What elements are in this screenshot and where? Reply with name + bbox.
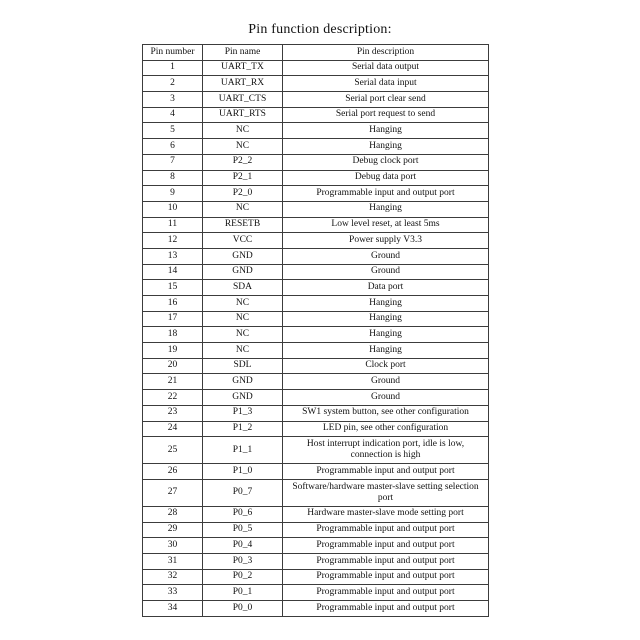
pin-name-cell: UART_CTS [203, 92, 283, 108]
pin-number-cell: 12 [143, 233, 203, 249]
pin-name-cell: VCC [203, 233, 283, 249]
pin-name-cell: P1_2 [203, 421, 283, 437]
pin-description-cell: Hanging [283, 343, 489, 359]
pin-number-cell: 19 [143, 343, 203, 359]
table-row [143, 311, 489, 327]
pin-name-cell: P0_7 [203, 479, 283, 506]
pin-number-cell: 14 [143, 264, 203, 280]
table-row [143, 538, 489, 554]
pin-number-cell: 8 [143, 170, 203, 186]
table-header-row [143, 45, 489, 61]
table-row [143, 280, 489, 296]
pin-number-cell: 2 [143, 76, 203, 92]
table-row [143, 464, 489, 480]
pin-name-cell: GND [203, 390, 283, 406]
table-row [143, 405, 489, 421]
table-row [143, 139, 489, 155]
table-row [143, 170, 489, 186]
pin-number-cell: 20 [143, 358, 203, 374]
pin-description-cell: Programmable input and output port [283, 186, 489, 202]
header-pin-description: Pin description [283, 45, 489, 61]
pin-description-cell: Programmable input and output port [283, 538, 489, 554]
pin-description-cell: Serial data input [283, 76, 489, 92]
pin-description-cell: SW1 system button, see other configuration [283, 405, 489, 421]
pin-name-cell: NC [203, 123, 283, 139]
header-pin-name: Pin name [203, 45, 283, 61]
pin-number-cell: 29 [143, 522, 203, 538]
pin-description-cell: LED pin, see other configuration [283, 421, 489, 437]
pin-number-cell: 23 [143, 405, 203, 421]
pin-name-cell: P0_2 [203, 569, 283, 585]
pin-name-cell: GND [203, 248, 283, 264]
pin-number-cell: 34 [143, 601, 203, 617]
pin-description-cell: Debug data port [283, 170, 489, 186]
pin-name-cell: P1_1 [203, 437, 283, 464]
table-row [143, 522, 489, 538]
table-row [143, 390, 489, 406]
pin-name-cell: NC [203, 201, 283, 217]
pin-description-cell: Debug clock port [283, 154, 489, 170]
pin-number-cell: 22 [143, 390, 203, 406]
table-row [143, 327, 489, 343]
table-row [143, 506, 489, 522]
pin-number-cell: 7 [143, 154, 203, 170]
pin-number-cell: 3 [143, 92, 203, 108]
table-row [143, 154, 489, 170]
pin-number-cell: 24 [143, 421, 203, 437]
pin-number-cell: 16 [143, 296, 203, 312]
pin-name-cell: NC [203, 343, 283, 359]
pin-description-cell: Programmable input and output port [283, 569, 489, 585]
pin-name-cell: P1_0 [203, 464, 283, 480]
pin-description-cell: Low level reset, at least 5ms [283, 217, 489, 233]
pin-number-cell: 18 [143, 327, 203, 343]
pin-name-cell: NC [203, 296, 283, 312]
table-row [143, 421, 489, 437]
pin-name-cell: GND [203, 374, 283, 390]
table-row [143, 123, 489, 139]
pin-name-cell: NC [203, 311, 283, 327]
pin-description-cell: Hanging [283, 311, 489, 327]
pin-number-cell: 25 [143, 437, 203, 464]
pin-number-cell: 10 [143, 201, 203, 217]
pin-number-cell: 15 [143, 280, 203, 296]
table-row [143, 217, 489, 233]
pin-description-cell: Programmable input and output port [283, 585, 489, 601]
pin-description-cell: Programmable input and output port [283, 464, 489, 480]
pin-name-cell: P1_3 [203, 405, 283, 421]
pin-description-cell: Software/hardware master-slave setting selection port [283, 479, 489, 506]
pin-description-cell: Ground [283, 390, 489, 406]
pin-description-cell: Ground [283, 264, 489, 280]
pin-name-cell: P0_6 [203, 506, 283, 522]
document-title: Pin function description: [248, 22, 392, 37]
pin-description-cell: Ground [283, 248, 489, 264]
table-row [143, 186, 489, 202]
pin-number-cell: 6 [143, 139, 203, 155]
pin-description-cell: Programmable input and output port [283, 553, 489, 569]
pin-name-cell: SDL [203, 358, 283, 374]
pin-description-cell: Hanging [283, 139, 489, 155]
table-row [143, 553, 489, 569]
pin-number-cell: 21 [143, 374, 203, 390]
table-row [143, 569, 489, 585]
pin-description-cell: Host interrupt indication port, idle is low, connection is high [283, 437, 489, 464]
pin-description-cell: Data port [283, 280, 489, 296]
table-row [143, 107, 489, 123]
pin-name-cell: UART_TX [203, 60, 283, 76]
table-row [143, 264, 489, 280]
pin-table-body [143, 60, 489, 616]
pin-description-cell: Hardware master-slave mode setting port [283, 506, 489, 522]
pin-number-cell: 27 [143, 479, 203, 506]
table-row [143, 585, 489, 601]
pin-name-cell: NC [203, 139, 283, 155]
pin-function-table [142, 44, 489, 617]
pin-name-cell: SDA [203, 280, 283, 296]
pin-name-cell: P0_1 [203, 585, 283, 601]
pin-description-cell: Hanging [283, 201, 489, 217]
pin-number-cell: 28 [143, 506, 203, 522]
pin-number-cell: 5 [143, 123, 203, 139]
pin-description-cell: Serial data output [283, 60, 489, 76]
pin-number-cell: 31 [143, 553, 203, 569]
pin-name-cell: P0_5 [203, 522, 283, 538]
table-row [143, 374, 489, 390]
pin-number-cell: 26 [143, 464, 203, 480]
pin-name-cell: P0_0 [203, 601, 283, 617]
table-row [143, 479, 489, 506]
pin-number-cell: 9 [143, 186, 203, 202]
header-pin-number: Pin number [143, 45, 203, 61]
pin-description-cell: Programmable input and output port [283, 522, 489, 538]
pin-number-cell: 17 [143, 311, 203, 327]
table-row [143, 437, 489, 464]
pin-description-cell: Serial port clear send [283, 92, 489, 108]
pin-number-cell: 4 [143, 107, 203, 123]
table-row [143, 201, 489, 217]
pin-description-cell: Hanging [283, 296, 489, 312]
pin-number-cell: 13 [143, 248, 203, 264]
table-row [143, 233, 489, 249]
table-row [143, 358, 489, 374]
pin-description-cell: Hanging [283, 327, 489, 343]
pin-name-cell: P2_1 [203, 170, 283, 186]
pin-number-cell: 11 [143, 217, 203, 233]
table-row [143, 601, 489, 617]
pin-name-cell: P0_3 [203, 553, 283, 569]
pin-description-cell: Clock port [283, 358, 489, 374]
pin-name-cell: RESETB [203, 217, 283, 233]
table-row [143, 60, 489, 76]
pin-name-cell: GND [203, 264, 283, 280]
pin-number-cell: 32 [143, 569, 203, 585]
pin-number-cell: 33 [143, 585, 203, 601]
pin-name-cell: P2_0 [203, 186, 283, 202]
pin-description-cell: Programmable input and output port [283, 601, 489, 617]
pin-description-cell: Power supply V3.3 [283, 233, 489, 249]
pin-name-cell: UART_RTS [203, 107, 283, 123]
table-row [143, 296, 489, 312]
pin-description-cell: Ground [283, 374, 489, 390]
table-row [143, 343, 489, 359]
pin-number-cell: 1 [143, 60, 203, 76]
table-row [143, 92, 489, 108]
pin-name-cell: P0_4 [203, 538, 283, 554]
pin-description-cell: Serial port request to send [283, 107, 489, 123]
table-row [143, 248, 489, 264]
table-row [143, 76, 489, 92]
pin-name-cell: NC [203, 327, 283, 343]
pin-name-cell: P2_2 [203, 154, 283, 170]
pin-description-cell: Hanging [283, 123, 489, 139]
pin-name-cell: UART_RX [203, 76, 283, 92]
pin-number-cell: 30 [143, 538, 203, 554]
